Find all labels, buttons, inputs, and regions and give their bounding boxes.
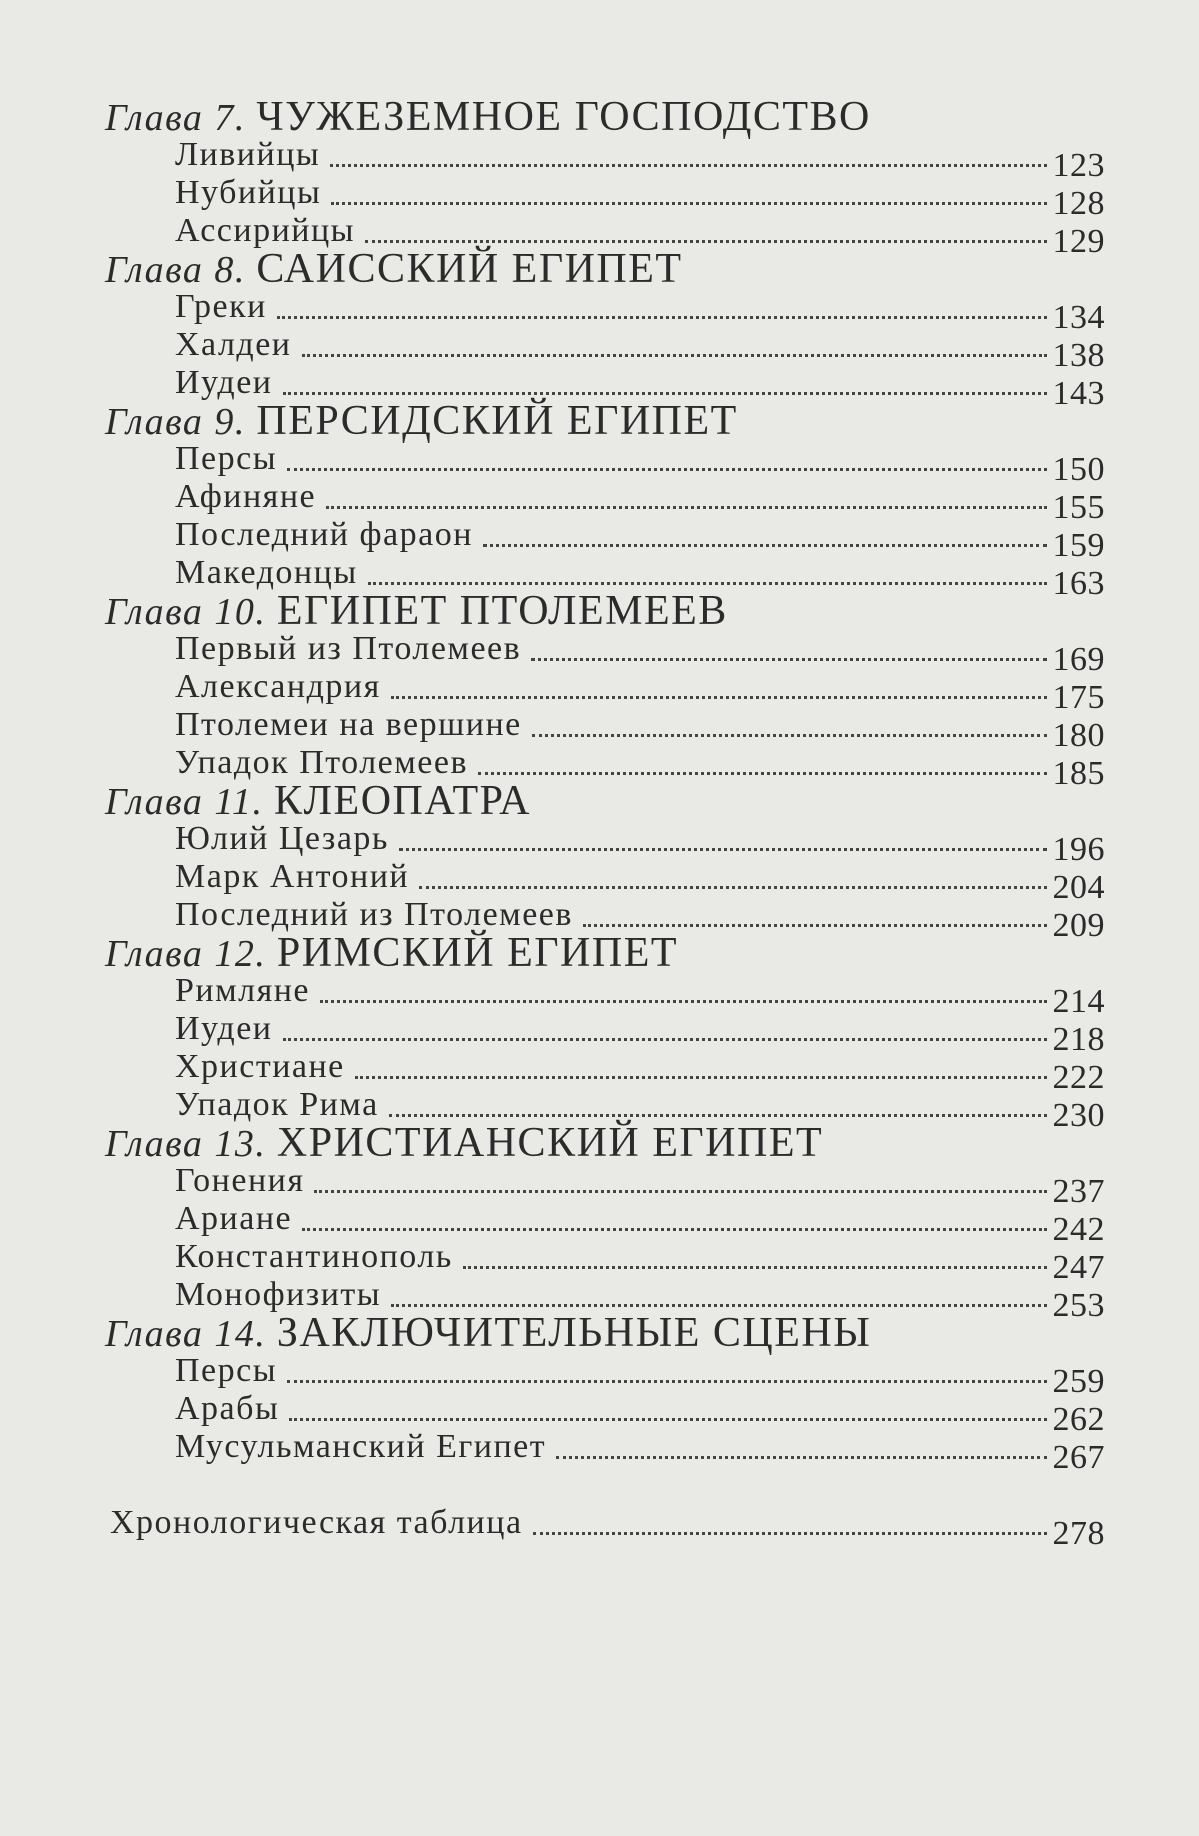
entry-title: Халдеи (175, 326, 292, 363)
chapter-title: ХРИСТИАНСКИЙ ЕГИПЕТ (276, 1120, 824, 1166)
toc-entry (175, 326, 1105, 374)
table-of-contents (105, 94, 1105, 1552)
toc-entry (175, 858, 1105, 906)
entry-title: Арабы (175, 1390, 280, 1427)
page-number: 214 (1052, 983, 1105, 1020)
page-number: 267 (1052, 1439, 1105, 1476)
dot-leader (302, 1228, 1046, 1231)
toc-entry (175, 1428, 1105, 1476)
chapter-label: Глава 14. (105, 1313, 267, 1355)
toc-entry (175, 706, 1105, 754)
entry-title: Константинополь (175, 1238, 453, 1275)
toc-entry (175, 516, 1105, 564)
chapter-heading (105, 94, 1105, 140)
dot-leader (302, 354, 1047, 357)
page-number: 247 (1052, 1249, 1105, 1286)
dot-leader (391, 1304, 1046, 1307)
toc-entry (175, 1390, 1105, 1438)
toc-entry (175, 1162, 1105, 1210)
dot-leader (368, 582, 1047, 585)
toc-entry (175, 1352, 1105, 1400)
entry-title: Греки (175, 288, 267, 325)
page-number: 262 (1052, 1401, 1105, 1438)
entry-title: Первый из Птолемеев (175, 630, 522, 667)
toc-entry (175, 174, 1105, 222)
chapter-title: ПЕРСИДСКИЙ ЕГИПЕТ (256, 398, 738, 444)
chapter-label: Глава 9. (105, 401, 246, 443)
page-number: 163 (1052, 565, 1105, 602)
dot-leader (391, 696, 1047, 699)
entry-title: Птолемеи на вершине (175, 706, 522, 743)
entry-title: Персы (175, 1352, 278, 1389)
page-number: 123 (1052, 147, 1105, 184)
chapter-label: Глава 7. (105, 97, 246, 139)
page-number: 218 (1052, 1021, 1105, 1058)
dot-leader (314, 1190, 1046, 1193)
page-number: 169 (1052, 641, 1105, 678)
entry-title: Мусульманский Египет (175, 1428, 547, 1465)
toc-entry (175, 364, 1105, 412)
toc-entry (175, 554, 1105, 602)
entry-title: Нубийцы (175, 174, 322, 211)
entry-title: Хронологическая таблица (110, 1504, 523, 1541)
page-number: 222 (1052, 1059, 1105, 1096)
dot-leader (532, 734, 1047, 737)
entry-title: Ариане (175, 1200, 293, 1237)
toc-entry (175, 972, 1105, 1020)
entry-title: Гонения (175, 1162, 305, 1199)
chapter-label: Глава 8. (105, 249, 246, 291)
dot-leader (326, 506, 1046, 509)
dot-leader (355, 1076, 1047, 1079)
entry-title: Персы (175, 440, 278, 477)
toc-entry (175, 630, 1105, 678)
entry-title: Последний фараон (175, 516, 473, 553)
chapter-heading (105, 1310, 1105, 1356)
chapter-heading (105, 588, 1105, 634)
entry-title: Римляне (175, 972, 311, 1009)
page-number: 143 (1052, 375, 1105, 412)
toc-entry (175, 1200, 1105, 1248)
chapter-title: ЕГИПЕТ ПТОЛЕМЕЕВ (276, 588, 728, 634)
entry-title: Ассирийцы (175, 212, 356, 249)
entry-title: Александрия (175, 668, 381, 705)
chapter-label: Глава 12. (105, 933, 267, 975)
page-number: 138 (1052, 337, 1105, 374)
entry-title: Афиняне (175, 478, 317, 515)
entry-title: Иудеи (175, 1010, 273, 1047)
chapter-heading (105, 778, 1105, 824)
entry-title: Последний из Птолемеев (175, 896, 573, 933)
dot-leader (320, 1000, 1046, 1003)
page-number: 155 (1052, 489, 1105, 526)
toc-entry (175, 288, 1105, 336)
chapter-title: ЧУЖЕЗЕМНОЕ ГОСПОДСТВО (256, 94, 871, 140)
entry-title: Христиане (175, 1048, 345, 1085)
dot-leader (556, 1456, 1046, 1459)
dot-leader (330, 164, 1046, 167)
entry-title: Упадок Рима (175, 1086, 379, 1123)
dot-leader (531, 658, 1046, 661)
page-number: 175 (1052, 679, 1105, 716)
chapter-title: САИССКИЙ ЕГИПЕТ (256, 246, 683, 292)
chapter-title: КЛЕОПАТРА (274, 778, 531, 824)
chapter-label: Глава 10. (105, 591, 267, 633)
page-number: 150 (1052, 451, 1105, 488)
dot-leader (283, 392, 1047, 395)
dot-leader (331, 202, 1046, 205)
dot-leader (283, 1038, 1047, 1041)
page-number: 237 (1052, 1173, 1105, 1210)
dot-leader (483, 544, 1047, 547)
page-number: 278 (1052, 1515, 1105, 1552)
page-number: 204 (1052, 869, 1105, 906)
page-number: 209 (1052, 907, 1105, 944)
dot-leader (478, 772, 1046, 775)
page-number: 196 (1052, 831, 1105, 868)
dot-leader (463, 1266, 1047, 1269)
chapter-heading (105, 398, 1105, 444)
entry-title: Упадок Птолемеев (175, 744, 469, 781)
dot-leader (583, 924, 1047, 927)
toc-entry (110, 1504, 1105, 1552)
toc-entry (175, 668, 1105, 716)
entry-title: Юлий Цезарь (175, 820, 389, 857)
chapter-heading (105, 930, 1105, 976)
toc-entry (175, 1086, 1105, 1134)
page-number: 128 (1052, 185, 1105, 222)
chapter-title: РИМСКИЙ ЕГИПЕТ (276, 930, 679, 976)
chapter-heading (105, 1120, 1105, 1166)
dot-leader (419, 886, 1046, 889)
chapter-label: Глава 13. (105, 1123, 267, 1165)
dot-leader (365, 240, 1046, 243)
page-number: 159 (1052, 527, 1105, 564)
page-number: 180 (1052, 717, 1105, 754)
dot-leader (399, 848, 1047, 851)
page-number: 185 (1052, 755, 1105, 792)
toc-entry (175, 1010, 1105, 1058)
toc-entry (175, 478, 1105, 526)
entry-title: Монофизиты (175, 1276, 382, 1313)
page-number: 259 (1052, 1363, 1105, 1400)
page-number: 253 (1052, 1287, 1105, 1324)
toc-entry (175, 136, 1105, 184)
entry-title: Македонцы (175, 554, 358, 591)
chapter-label: Глава 11. (105, 781, 264, 823)
dot-leader (533, 1532, 1047, 1535)
page-number: 134 (1052, 299, 1105, 336)
dot-leader (287, 468, 1046, 471)
toc-entry (175, 1276, 1105, 1324)
dot-leader (289, 1418, 1046, 1421)
toc-entry (175, 820, 1105, 868)
toc-entry (175, 744, 1105, 792)
dot-leader (277, 316, 1047, 319)
dot-leader (287, 1380, 1046, 1383)
toc-entry (175, 212, 1105, 260)
toc-entry (175, 896, 1105, 944)
page-number: 242 (1052, 1211, 1105, 1248)
toc-entry (175, 1238, 1105, 1286)
page-number: 129 (1052, 223, 1105, 260)
page-number: 230 (1052, 1097, 1105, 1134)
entry-title: Марк Антоний (175, 858, 410, 895)
entry-title: Иудеи (175, 364, 273, 401)
dot-leader (389, 1114, 1047, 1117)
chapter-title: ЗАКЛЮЧИТЕЛЬНЫЕ СЦЕНЫ (276, 1310, 872, 1356)
toc-entry (175, 1048, 1105, 1096)
toc-entry (175, 440, 1105, 488)
entry-title: Ливийцы (175, 136, 321, 173)
chapter-heading (105, 246, 1105, 292)
